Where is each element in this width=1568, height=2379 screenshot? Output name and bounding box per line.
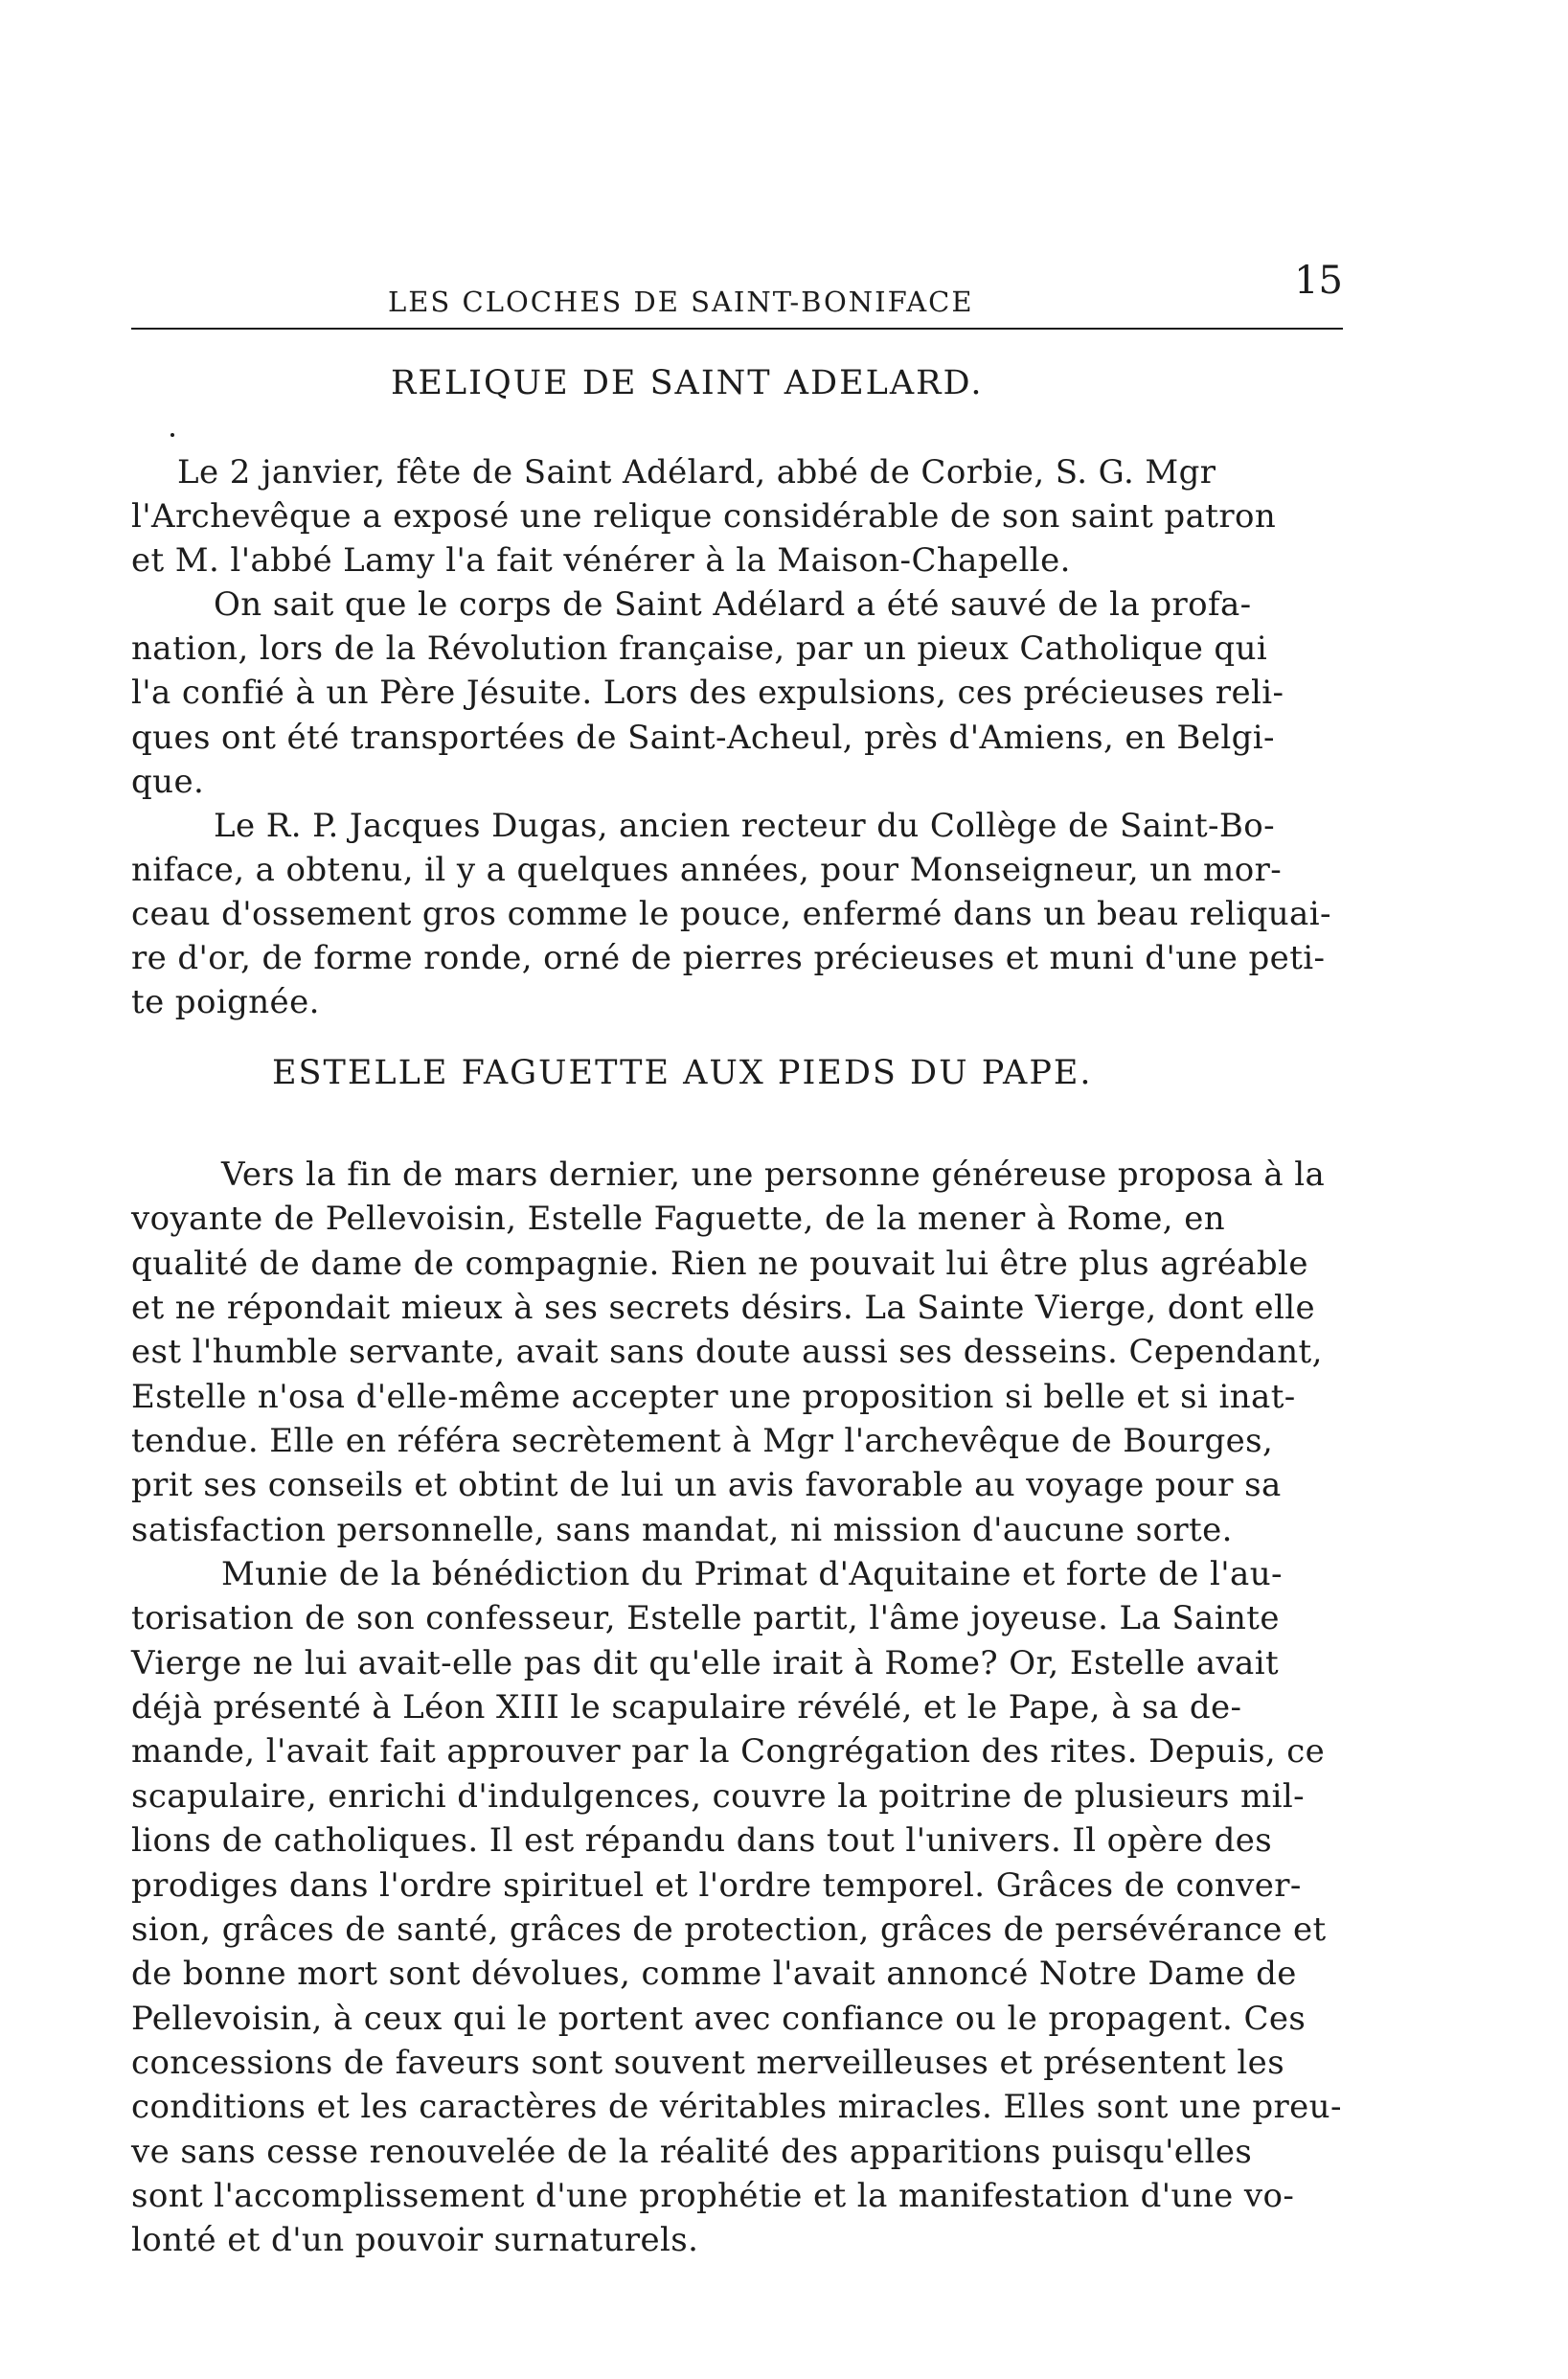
text-line: satisfaction personnelle, sans mandat, ni mission d'aucune sorte. — [131, 1510, 1233, 1549]
text-line: re d'or, de forme ronde, orné de pierres précieuses et muni d'une peti- — [131, 939, 1326, 978]
running-header — [131, 259, 1343, 316]
section-heading-relique: RELIQUE DE SAINT ADELARD. — [391, 364, 984, 402]
page-number: 15 — [1294, 259, 1343, 303]
text-line: Munie de la bénédiction du Primat d'Aquitaine et forte de l'au- — [221, 1555, 1283, 1594]
text-line: Le 2 janvier, fête de Saint Adélard, abbé de Corbie, S. G. Mgr — [177, 453, 1216, 492]
text-line: prodiges dans l'ordre spirituel et l'ordre temporel. Grâces de conver- — [131, 1865, 1302, 1905]
text-line: et M. l'abbé Lamy l'a fait vénérer à la Maison-Chapelle. — [131, 541, 1071, 581]
text-line: de bonne mort sont dévolues, comme l'avait annoncé Notre Dame de — [131, 1955, 1297, 1994]
text-line: scapulaire, enrichi d'indulgences, couvre la poitrine de plusieurs mil- — [131, 1776, 1306, 1816]
text-line: Le R. P. Jacques Dugas, ancien recteur du Collège de Saint-Bo- — [214, 806, 1276, 845]
text-line: torisation de son confesseur, Estelle partit, l'âme joyeuse. La Sainte — [131, 1599, 1280, 1638]
running-title: LES CLOCHES DE SAINT-BONIFACE — [388, 286, 974, 318]
section-body-relique — [131, 450, 1352, 1024]
stray-ink-mark — [170, 433, 174, 437]
text-line: Vers la fin de mars dernier, une personne généreuse proposa à la — [221, 1155, 1326, 1194]
text-line: que. — [131, 762, 205, 801]
text-line: Vierge ne lui avait-elle pas dit qu'elle irait à Rome? Or, Estelle avait — [131, 1643, 1280, 1682]
text-line: tendue. Elle en référa secrètement à Mgr l'archevêque de Bourges, — [131, 1422, 1274, 1461]
text-line: Estelle n'osa d'elle-même accepter une proposition si belle et si inat- — [131, 1377, 1296, 1416]
text-line: conditions et les caractères de véritables miracles. Elles sont une preu- — [131, 2088, 1342, 2127]
text-line: prit ses conseils et obtint de lui un avis favorable au voyage pour sa — [131, 1466, 1282, 1505]
text-line: l'Archevêque a exposé une relique considérable de son saint patron — [131, 497, 1277, 537]
text-line: est l'humble servante, avait sans doute aussi ses desseins. Cependant, — [131, 1333, 1323, 1372]
text-line: ve sans cesse renouvelée de la réalité des apparitions puisqu'elles — [131, 2132, 1253, 2171]
text-line: te poignée. — [131, 983, 320, 1022]
text-line: ceau d'ossement gros comme le pouce, enfermé dans un beau reliquai- — [131, 894, 1331, 933]
section-heading-estelle: ESTELLE FAGUETTE AUX PIEDS DU PAPE. — [272, 1054, 1093, 1092]
text-line: qualité de dame de compagnie. Rien ne pouvait lui être plus agréable — [131, 1244, 1308, 1283]
section-body-estelle — [131, 1153, 1352, 2263]
text-line: déjà présenté à Léon XIII le scapulaire révélé, et le Pape, à sa de- — [131, 1688, 1242, 1727]
text-line: l'a confié à un Père Jésuite. Lors des expulsions, ces précieuses reli- — [131, 674, 1284, 713]
text-line: et ne répondait mieux à ses secrets désirs. La Sainte Vierge, dont elle — [131, 1289, 1316, 1328]
text-line: concessions de faveurs sont souvent merveilleuses et présentent les — [131, 2043, 1285, 2082]
text-line: nation, lors de la Révolution française, par un pieux Catholique qui — [131, 629, 1268, 669]
text-line: mande, l'avait fait approuver par la Congrégation des rites. Depuis, ce — [131, 1732, 1326, 1772]
text-line: sont l'accomplissement d'une prophétie et la manifestation d'une vo- — [131, 2176, 1295, 2215]
text-line: sion, grâces de santé, grâces de protection, grâces de persévérance et — [131, 1910, 1327, 1949]
text-line: niface, a obtenu, il y a quelques années, pour Monseigneur, un mor- — [131, 850, 1283, 889]
header-rule — [131, 328, 1343, 330]
text-line: ques ont été transportées de Saint-Acheul, près d'Amiens, en Belgi- — [131, 718, 1275, 757]
text-line: Pellevoisin, à ceux qui le portent avec confiance ou le propagent. Ces — [131, 1999, 1307, 2038]
text-line: On sait que le corps de Saint Adélard a été sauvé de la profa- — [214, 585, 1252, 625]
text-line: lions de catholiques. Il est répandu dans tout l'univers. Il opère des — [131, 1821, 1273, 1861]
text-line: lonté et d'un pouvoir surnaturels. — [131, 2221, 699, 2260]
text-line: voyante de Pellevoisin, Estelle Faguette, de la mener à Rome, en — [131, 1200, 1226, 1239]
